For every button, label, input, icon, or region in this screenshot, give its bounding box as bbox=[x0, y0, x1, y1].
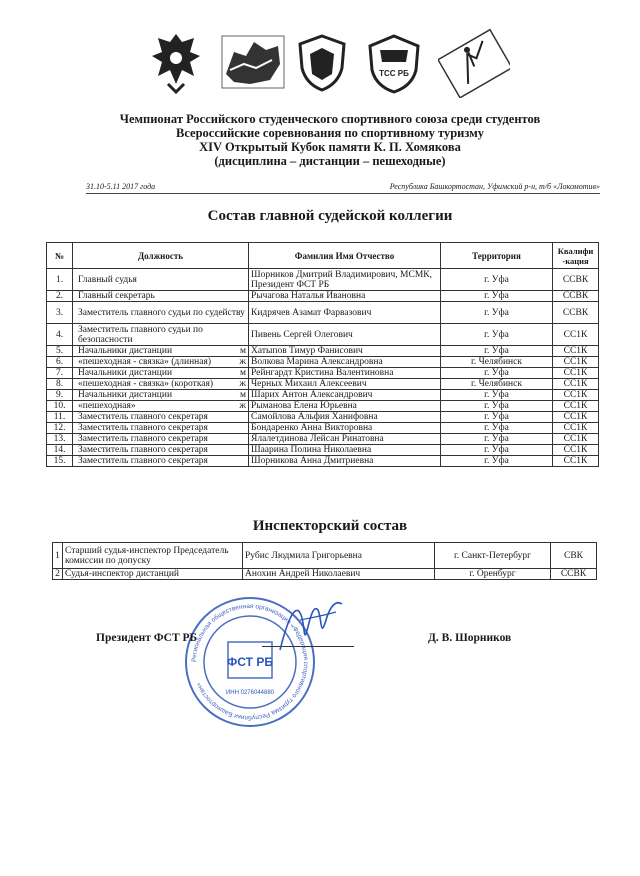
row-name: Шарих Антон Александрович bbox=[249, 390, 441, 401]
row-territory: г. Уфа bbox=[441, 346, 553, 357]
header-line-4: (дисциплина – дистанции – пешеходные) bbox=[214, 154, 446, 168]
row-territory: г. Уфа bbox=[441, 302, 553, 324]
row-position: Заместитель главного секретаря bbox=[73, 423, 249, 434]
hiker-logo-icon bbox=[438, 26, 510, 98]
row-territory: г. Санкт-Петербург bbox=[435, 543, 551, 569]
table-row bbox=[47, 324, 599, 346]
row-position: Заместитель главного судьи по судейству bbox=[73, 302, 249, 324]
table-row bbox=[47, 302, 599, 324]
main-committee-table bbox=[46, 242, 599, 467]
row-territory: г. Уфа bbox=[441, 368, 553, 379]
table-row bbox=[53, 569, 597, 580]
row-num: 15. bbox=[47, 456, 73, 467]
row-name: Кидрячев Азамат Фарвазович bbox=[249, 302, 441, 324]
row-territory: г. Оренбург bbox=[435, 569, 551, 580]
table-row bbox=[47, 346, 599, 357]
row-territory: г. Уфа bbox=[441, 269, 553, 291]
gender-mark: м bbox=[239, 368, 246, 378]
row-qualification: СС1К bbox=[553, 434, 599, 445]
row-territory: г. Уфа bbox=[441, 445, 553, 456]
row-name: Рыманова Елена Юрьевна bbox=[249, 401, 441, 412]
row-qualification: ССВК bbox=[553, 269, 599, 291]
row-qualification: СС1К bbox=[553, 412, 599, 423]
table-row bbox=[47, 368, 599, 379]
row-territory: г. Уфа bbox=[441, 423, 553, 434]
row-territory: г. Уфа bbox=[441, 291, 553, 302]
row-qualification: СС1К bbox=[553, 379, 599, 390]
row-num: 4. bbox=[47, 324, 73, 346]
table-row bbox=[47, 379, 599, 390]
handwritten-signature-icon bbox=[270, 590, 350, 660]
row-position bbox=[73, 390, 249, 401]
row-name: Ялалетдинова Лейсан Ринатовна bbox=[249, 434, 441, 445]
table-row bbox=[47, 412, 599, 423]
event-place: Республика Башкортостан, Уфимский р-н, т/б «Локомотив» bbox=[389, 182, 600, 191]
svg-text:Региональная общественная орга: Региональная общественная организация «Федерация спортивного туризма Республики Башкортостан» bbox=[190, 602, 310, 722]
shield-logo-icon bbox=[296, 34, 348, 92]
row-position: Судья-инспектор дистанций bbox=[63, 569, 243, 580]
event-dates: 31.10-5.11 2017 года bbox=[86, 182, 156, 191]
table-row bbox=[47, 269, 599, 291]
row-qualification: СС1К bbox=[553, 357, 599, 368]
row-position bbox=[73, 401, 249, 412]
row-qualification: СС1К bbox=[553, 423, 599, 434]
row-territory: г. Уфа bbox=[441, 390, 553, 401]
row-num: 10. bbox=[47, 401, 73, 412]
row-num: 6. bbox=[47, 357, 73, 368]
row-qualification: СС1К bbox=[553, 368, 599, 379]
position-text: «пешеходная - связка» (длинная) bbox=[78, 357, 211, 367]
row-name: Рейнгардт Кристина Валентиновна bbox=[249, 368, 441, 379]
row-name: Бондаренко Анна Викторовна bbox=[249, 423, 441, 434]
table-row bbox=[53, 543, 597, 569]
signatory-name: Д. В. Шорников bbox=[428, 632, 512, 644]
table-row bbox=[47, 423, 599, 434]
row-qualification: СС1К bbox=[553, 346, 599, 357]
row-name: Шорников Дмитрий Владимирович, МСМК, Президент ФСТ РБ bbox=[249, 269, 441, 291]
row-num: 2. bbox=[47, 291, 73, 302]
row-position: Старший судья-инспектор Председатель комиссии по допуску bbox=[63, 543, 243, 569]
row-name: Пивень Сергей Олегович bbox=[249, 324, 441, 346]
row-position bbox=[73, 368, 249, 379]
row-position: Главный секретарь bbox=[73, 291, 249, 302]
row-qualification: СС1К bbox=[553, 445, 599, 456]
row-position bbox=[73, 379, 249, 390]
main-committee-title: Состав главной судейской коллегии bbox=[207, 208, 453, 224]
header-line-3: XIV Открытый Кубок памяти К. П. Хомякова bbox=[199, 140, 461, 154]
row-position: Заместитель главного секретаря bbox=[73, 445, 249, 456]
table-row bbox=[47, 390, 599, 401]
row-qualification: СС1К bbox=[553, 390, 599, 401]
row-name: Самойлова Альфия Ханифовна bbox=[249, 412, 441, 423]
row-num: 9. bbox=[47, 390, 73, 401]
table-row bbox=[47, 291, 599, 302]
row-name: Рычагова Наталья Ивановна bbox=[249, 291, 441, 302]
signatory-title: Президент ФСТ РБ bbox=[96, 632, 198, 644]
row-num: 11. bbox=[47, 412, 73, 423]
row-territory: г. Уфа bbox=[441, 412, 553, 423]
header-line-1: Чемпионат Российского студенческого спортивного союза среди студентов bbox=[119, 112, 541, 126]
row-territory: г. Уфа bbox=[441, 324, 553, 346]
svg-text:ИНН 0276044880: ИНН 0276044880 bbox=[225, 690, 275, 696]
table-row bbox=[47, 434, 599, 445]
row-qualification: ССВК bbox=[551, 569, 597, 580]
row-num: 1 bbox=[53, 543, 63, 569]
row-territory: г. Уфа bbox=[441, 456, 553, 467]
row-num: 7. bbox=[47, 368, 73, 379]
row-qualification: СС1К bbox=[553, 401, 599, 412]
col-name: Фамилия Имя Отчество bbox=[249, 243, 441, 269]
row-territory: г. Уфа bbox=[441, 434, 553, 445]
tss-rb-logo-icon bbox=[366, 34, 422, 94]
row-name: Шорникова Анна Дмитриевна bbox=[249, 456, 441, 467]
row-name: Хатыпов Тимур Фанисович bbox=[249, 346, 441, 357]
row-num: 13. bbox=[47, 434, 73, 445]
row-qualification: СС1К bbox=[553, 456, 599, 467]
col-position: Должность bbox=[73, 243, 249, 269]
row-territory: г. Челябинск bbox=[441, 357, 553, 368]
row-qualification: СВК bbox=[551, 543, 597, 569]
row-position: Главный судья bbox=[73, 269, 249, 291]
row-position: Заместитель главного секретаря bbox=[73, 434, 249, 445]
col-num: № bbox=[47, 243, 73, 269]
event-meta bbox=[86, 182, 600, 194]
map-logo-icon bbox=[220, 34, 286, 90]
row-num: 12. bbox=[47, 423, 73, 434]
table-row bbox=[47, 401, 599, 412]
position-text: «пешеходная - связка» (короткая) bbox=[78, 379, 214, 389]
svg-text:ФСТ РБ: ФСТ РБ bbox=[227, 655, 273, 669]
row-num: 1. bbox=[47, 269, 73, 291]
row-qualification: СС1К bbox=[553, 324, 599, 346]
row-name: Волкова Марина Александровна bbox=[249, 357, 441, 368]
position-text: Начальники дистанции bbox=[78, 346, 173, 356]
gender-mark: ж bbox=[239, 379, 246, 389]
inspectors-table bbox=[52, 542, 597, 580]
row-position bbox=[73, 346, 249, 357]
gender-mark: м bbox=[239, 390, 246, 400]
inspectors-title: Инспекторский состав bbox=[252, 518, 408, 534]
row-position: Заместитель главного секретаря bbox=[73, 412, 249, 423]
row-qualification: ССВК bbox=[553, 291, 599, 302]
logo-row bbox=[0, 22, 640, 102]
gender-mark: ж bbox=[239, 357, 246, 367]
table-row bbox=[47, 456, 599, 467]
coat-of-arms-icon bbox=[150, 30, 202, 96]
row-territory: г. Челябинск bbox=[441, 379, 553, 390]
row-name: Черных Михаил Алексеевич bbox=[249, 379, 441, 390]
row-name: Рубис Людмила Григорьевна bbox=[243, 543, 435, 569]
position-text: Начальники дистанции bbox=[78, 390, 173, 400]
position-text: Начальники дистанции bbox=[78, 368, 173, 378]
table-row bbox=[47, 357, 599, 368]
row-num: 5. bbox=[47, 346, 73, 357]
row-num: 14. bbox=[47, 445, 73, 456]
col-territory: Территория bbox=[441, 243, 553, 269]
row-position bbox=[73, 357, 249, 368]
position-text: «пешеходная» bbox=[78, 401, 136, 411]
gender-mark: ж bbox=[239, 401, 246, 411]
col-qualification: Квалифи -кация bbox=[553, 243, 599, 269]
table-row bbox=[47, 445, 599, 456]
header-line-2: Всероссийские соревнования по спортивному туризму bbox=[176, 126, 484, 140]
row-name: Анохин Андрей Николаевич bbox=[243, 569, 435, 580]
row-qualification: ССВК bbox=[553, 302, 599, 324]
row-name: Шаарина Полина Николаевна bbox=[249, 445, 441, 456]
row-num: 8. bbox=[47, 379, 73, 390]
row-position: Заместитель главного судьи по безопасности bbox=[73, 324, 249, 346]
row-territory: г. Уфа bbox=[441, 401, 553, 412]
svg-text:ТСС РБ: ТСС РБ bbox=[379, 69, 409, 78]
row-position: Заместитель главного секретаря bbox=[73, 456, 249, 467]
row-num: 2 bbox=[53, 569, 63, 580]
document-header bbox=[80, 112, 580, 168]
row-num: 3. bbox=[47, 302, 73, 324]
gender-mark: м bbox=[239, 346, 246, 356]
table-header-row bbox=[47, 243, 599, 269]
